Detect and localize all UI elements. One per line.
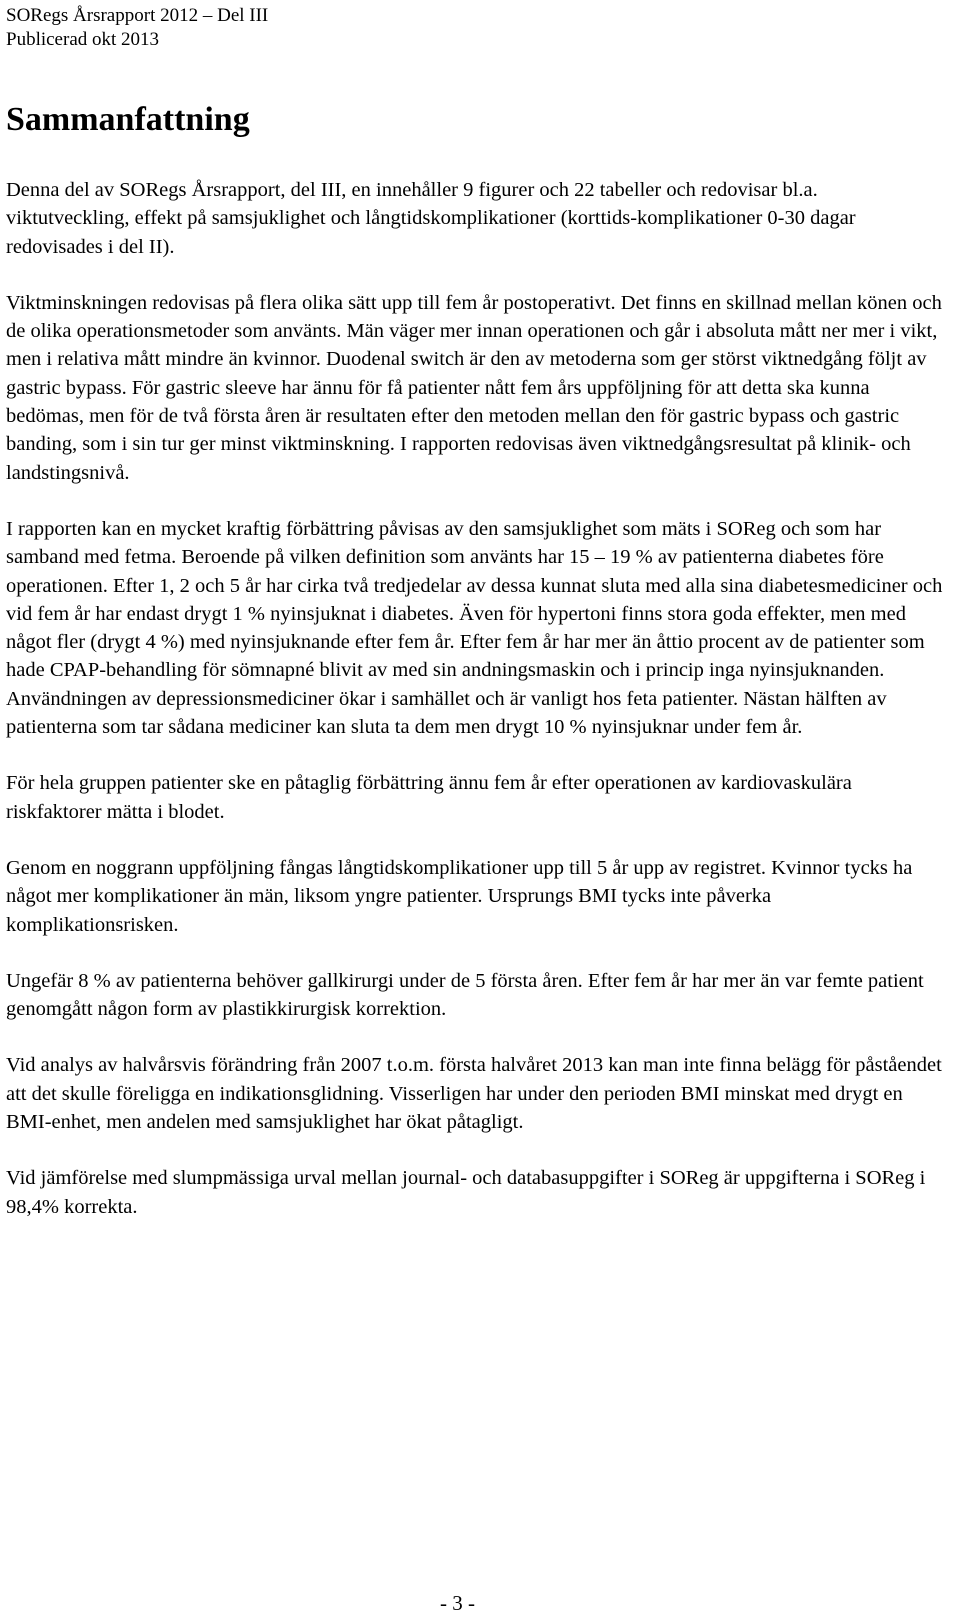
report-title: SORegs Årsrapport 2012 – Del III (6, 5, 269, 26)
paragraph-indication: Vid analys av halvårsvis förändring från 2007 t.o.m. första halvåret 2013 kan man inte finna belägg för påståendet att det skulle föreligga en indikationsglidning. Visserligen har under den perioden BMI minskat med drygt en BMI-enhet, men andelen med samsjuklighet har ökat påtagligt. (6, 1054, 942, 1134)
paragraph-validation: Vid jämförelse med slumpmässiga urval mellan journal- och databasuppgifter i SOReg är uppgifterna i SOReg i 98,4% korrekta. (6, 1167, 926, 1218)
page-header (6, 4, 268, 52)
page-number: - 3 - (440, 1591, 475, 1615)
summary-body (6, 176, 946, 1249)
section-title: Sammanfattning (6, 101, 250, 138)
publication-date: Publicerad okt 2013 (6, 29, 160, 50)
paragraph-surgery: Ungefär 8 % av patienterna behöver gallkirurgi under de 5 första åren. Efter fem år har mer än var femte patient genomgått någon form av plastikkirurgisk korrektion. (6, 969, 924, 1021)
paragraph-intro: Denna del av SORegs Årsrapport, del III, en innehåller 9 figurer och 22 tabeller och redovisar bl.a. viktutveckling, effekt på samsjuklighet och långtidskomplikationer (korttids-komplikationer 0-30 dagar redovisades i del II). (6, 179, 856, 258)
paragraph-weight-loss: Viktminskningen redovisas på flera olika sätt upp till fem år postoperativt. Det finns en skillnad mellan könen och de olika operationsmetoder som använts. Män väger mer innan operationen och går i absoluta mått ner mer i vikt, men i relativa mått mindre än kvinnor. Duodenal switch är den av metoderna som ger störst viktnedgång följt av gastric bypass. För gastric sleeve har ännu för få patienter nått fem års uppföljning för att detta ska kunna bedömas, men för de två första åren är resultaten efter den metoden mellan den för gastric bypass och gastric banding, som i sin tur ger minst viktminskning. I rapporten redovisas även viktnedgångsresultat på klinik- och landstingsnivå. (6, 291, 942, 484)
paragraph-cardiovascular: För hela gruppen patienter ske en påtaglig förbättring ännu fem år efter operationen av kardiovaskulära riskfaktorer mätta i blodet. (6, 772, 852, 823)
paragraph-complications: Genom en noggrann uppföljning fångas långtidskomplikationer upp till 5 år upp av registret. Kvinnor tycks ha något mer komplikationer än män, liksom yngre patienter. Ursprungs BMI tycks inte påverka komplikationsrisken. (6, 856, 913, 936)
paragraph-comorbidity: I rapporten kan en mycket kraftig förbättring påvisas av den samsjuklighet som mäts i SOReg och som har samband med fetma. Beroende på vilken definition som använts har 15 – 19 % av patienterna diabetes före operationen. Efter 1, 2 och 5 år har cirka två tredjedelar av dessa kunnat sluta med alla sina diabetesmediciner och vid fem år har endast drygt 1 % nyinsjuknat i diabetes. Även för hypertoni finns stora goda effekter, men med något fler (drygt 4 %) med nyinsjuknande efter fem år. Efter fem år har mer än åttio procent av de patienter som hade CPAP-behandling för sömnapné blivit av med sin andningsmaskin och i princip inga nyinsjuknanden. Användningen av depressionsmediciner ökar i samhället och är vanligt hos feta patienter. Nästan hälften av patienterna som tar sådana mediciner kan sluta ta dem men drygt 10 % nyinsjuknar under fem år. (6, 517, 943, 739)
